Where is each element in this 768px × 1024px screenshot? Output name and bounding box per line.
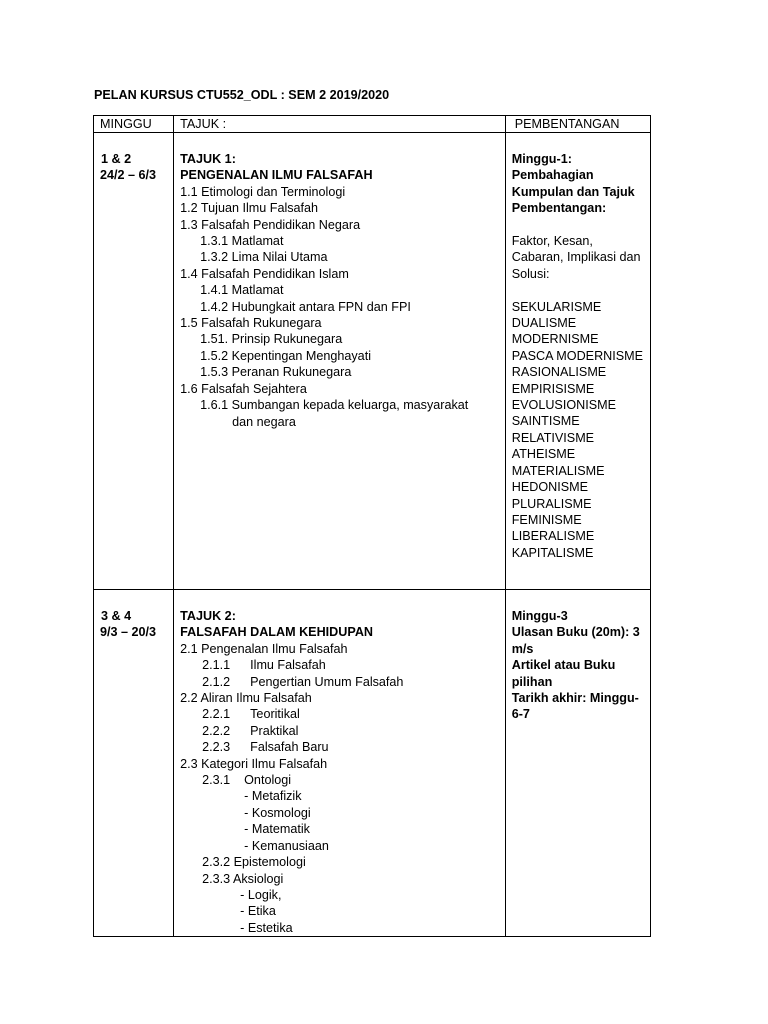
header-tajuk: TAJUK : <box>174 116 506 133</box>
topic-label: TAJUK 1: <box>180 152 236 166</box>
minggu-cell <box>94 590 174 937</box>
topic-label: TAJUK 2: <box>180 609 236 623</box>
topic-subitem: 1.4.2 Hubungkait antara FPN dan FPI <box>200 299 411 314</box>
ism-item: RASIONALISME <box>511 365 607 380</box>
topic-item: 1.1 Etimologi dan Terminologi <box>180 184 346 199</box>
ism-item: MODERNISME <box>511 332 599 347</box>
topic-item: 2.1 Pengenalan Ilmu Falsafah <box>180 641 348 656</box>
assignment-line: Ulasan Buku (20m): 3 <box>511 625 640 640</box>
topic-bullet: - Kemanusiaan <box>244 838 329 853</box>
minggu-cell <box>94 133 174 590</box>
date-range: 24/2 – 6/3 <box>100 168 157 183</box>
week-range: 1 & 2 <box>101 152 132 166</box>
presentation-heading: Pembahagian <box>511 168 594 183</box>
topic-item: 2.3 Kategori Ilmu Falsafah <box>180 756 328 771</box>
week-range: 3 & 4 <box>101 609 132 623</box>
topic-bullet: - Metafizik <box>244 789 302 804</box>
presentation-intro: Cabaran, Implikasi dan <box>511 250 641 265</box>
topic-item: 1.4 Falsafah Pendidikan Islam <box>180 266 349 281</box>
ism-item: HEDONISME <box>511 480 589 495</box>
table-header-row <box>94 116 651 133</box>
topic-subitem: 2.3.2 Epistemologi <box>202 855 306 870</box>
ism-item: EMPIRISISME <box>511 381 595 396</box>
assignment-line: Tarikh akhir: Minggu- <box>511 691 639 706</box>
presentation-heading: Kumpulan dan Tajuk <box>511 184 635 199</box>
header-pembentangan: PEMBENTANGAN <box>505 116 650 133</box>
topic-subitem: 2.2.1 Teoritikal <box>202 707 300 722</box>
ism-item: EVOLUSIONISME <box>511 398 617 413</box>
ism-item: PLURALISME <box>511 496 592 511</box>
topic-subitem: 1.51. Prinsip Rukunegara <box>200 332 343 347</box>
topic-bullet: - Kosmologi <box>244 805 311 820</box>
document-title: PELAN KURSUS CTU552_ODL : SEM 2 2019/2020 <box>94 88 390 102</box>
assignment-line: 6-7 <box>511 707 530 722</box>
ism-item: SEKULARISME <box>511 299 602 314</box>
topic-subitem: 1.4.1 Matlamat <box>200 283 284 298</box>
topic-subitem-continuation: dan negara <box>232 414 296 429</box>
topic-bullet: - Etika <box>240 904 276 919</box>
topic-subitem: 2.1.2 Pengertian Umum Falsafah <box>202 674 404 689</box>
topic-subitem: 1.5.3 Peranan Rukunegara <box>200 365 352 380</box>
topic-subitem: 2.2.2 Praktikal <box>202 723 299 738</box>
topic-subitem: 2.2.3 Falsafah Baru <box>202 740 329 755</box>
pembentangan-cell <box>505 590 650 937</box>
topic-title: FALSAFAH DALAM KEHIDUPAN <box>180 625 374 640</box>
topic-subitem: 1.6.1 Sumbangan kepada keluarga, masyarakat <box>200 398 469 413</box>
ism-item: KAPITALISME <box>511 545 594 560</box>
ism-item: SAINTISME <box>511 414 580 429</box>
topic-item: 1.3 Falsafah Pendidikan Negara <box>180 217 361 232</box>
topic-bullet: - Estetika <box>240 920 293 935</box>
presentation-intro: Faktor, Kesan, <box>511 234 593 249</box>
topic-title: PENGENALAN ILMU FALSAFAH <box>180 168 373 183</box>
ism-item: RELATIVISME <box>511 430 595 445</box>
ism-item: ATHEISME <box>511 447 576 462</box>
tajuk-cell <box>174 590 506 937</box>
ism-item: PASCA MODERNISME <box>511 348 644 363</box>
assignment-line: pilihan <box>511 674 553 689</box>
topic-subitem: 1.5.2 Kepentingan Menghayati <box>200 348 371 363</box>
topic-subitem: 1.3.1 Matlamat <box>200 234 284 249</box>
ism-item: LIBERALISME <box>511 529 595 544</box>
topic-bullet: - Logik, <box>240 887 282 902</box>
topic-subitem: 1.3.2 Lima Nilai Utama <box>200 250 328 265</box>
tajuk-cell <box>174 133 506 590</box>
presentation-heading: Minggu-1: <box>511 152 572 166</box>
pembentangan-cell <box>505 133 650 590</box>
assignment-line: Minggu-3 <box>511 609 568 623</box>
topic-item: 1.5 Falsafah Rukunegara <box>180 316 322 331</box>
ism-item: MATERIALISME <box>511 463 605 478</box>
header-minggu: MINGGU <box>94 116 174 133</box>
topic-bullet: - Matematik <box>244 822 310 837</box>
presentation-intro: Solusi: <box>511 266 550 281</box>
topic-subitem: 2.1.1 Ilmu Falsafah <box>202 658 326 673</box>
assignment-line: m/s <box>511 641 534 656</box>
topic-item: 2.2 Aliran Ilmu Falsafah <box>180 691 312 706</box>
presentation-heading: Pembentangan: <box>511 201 607 216</box>
table-row <box>94 590 651 937</box>
topic-item: 1.2 Tujuan Ilmu Falsafah <box>180 201 319 216</box>
date-range: 9/3 – 20/3 <box>100 625 157 640</box>
course-plan-table <box>93 115 651 937</box>
topic-subitem: 2.3.3 Aksiologi <box>202 871 284 886</box>
assignment-line: Artikel atau Buku <box>511 658 616 673</box>
ism-item: FEMINISME <box>511 512 582 527</box>
topic-subitem: 2.3.1 Ontologi <box>202 773 292 788</box>
ism-item: DUALISME <box>511 316 577 331</box>
topic-item: 1.6 Falsafah Sejahtera <box>180 381 307 396</box>
table-row <box>94 133 651 590</box>
